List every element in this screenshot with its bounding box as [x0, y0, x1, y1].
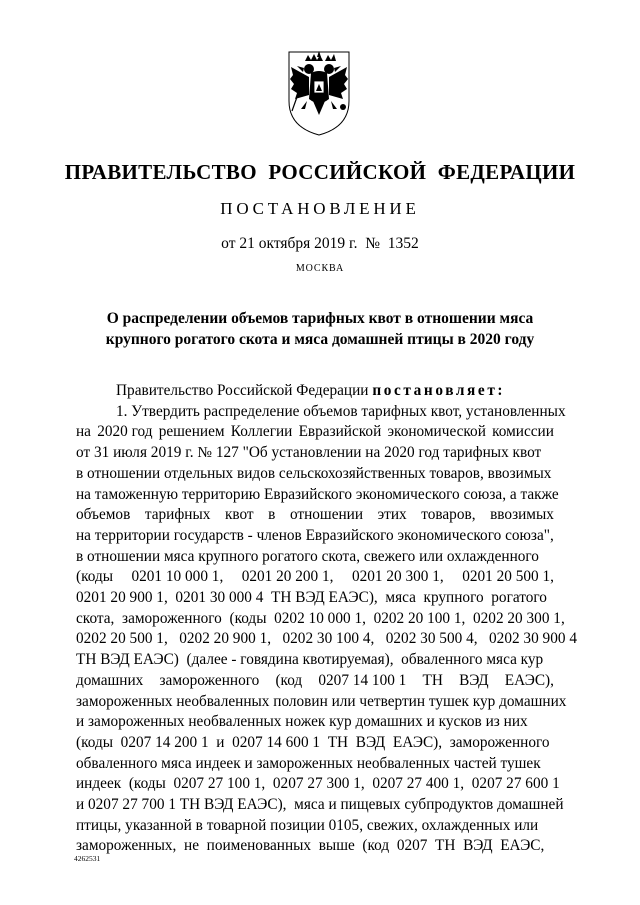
coat-of-arms-icon	[281, 49, 357, 137]
body-word: (коды 0207 14 200 1 и 0207 14 600 1 ТН ВЭД ЕАЭС), замороженного	[76, 733, 550, 751]
body-word: этих	[377, 506, 407, 524]
document-body	[76, 381, 577, 857]
body-word: товаров,	[421, 506, 476, 524]
body-word: экономической	[387, 423, 486, 441]
document-type: ПОСТАНОВЛЕНИЕ	[220, 199, 420, 218]
body-line	[76, 816, 554, 837]
body-word: от 31 июля 2019 г. № 127 "Об установлении на 2020 год тарифных квот	[76, 444, 542, 462]
body-word: на	[76, 423, 91, 441]
body-word: 0202 20 500 1, 0202 20 900 1, 0202 30 100 4, 0202 30 500 4, 0202 30 900 4	[76, 630, 577, 648]
body-line	[76, 464, 554, 485]
body-word: тарифных	[144, 506, 211, 524]
body-word: и 0207 27 700 1 ТН ВЭД ЕАЭС), мяса и пищевых субпродуктов домашней	[76, 796, 564, 814]
body-word: 0201 20 500 1,	[462, 568, 554, 586]
body-line	[76, 609, 565, 630]
body-word: (код	[275, 671, 303, 689]
body-line	[76, 774, 560, 795]
body-word: отношении	[289, 506, 364, 524]
body-line	[76, 712, 554, 733]
body-word: решением	[158, 423, 225, 441]
body-line	[76, 836, 554, 857]
body-line	[76, 547, 554, 568]
body-word: ТН	[422, 671, 443, 689]
body-word: (коды	[76, 568, 114, 586]
body-word: замороженного	[159, 671, 260, 689]
body-line	[76, 754, 554, 775]
body-word: 2020 год	[97, 423, 153, 441]
heading-line-1: О распределении объемов тарифных квот в отношении мяса	[106, 310, 534, 327]
body-line	[76, 795, 564, 816]
body-word: 0201 20 300 1,	[351, 568, 444, 586]
body-word: в отношении мяса крупного рогатого скота, свежего или охлажденного	[76, 547, 539, 565]
body-word: в	[268, 506, 276, 524]
body-word: и замороженных необваленных ножек кур домашних и кусков из них	[76, 713, 528, 731]
body-word: обваленного мяса индеек и замороженных необваленных частей тушек	[76, 754, 541, 772]
body-line	[76, 567, 554, 588]
body-word: 0207 14 100 1	[318, 671, 407, 689]
body-word: комиссии	[492, 423, 554, 441]
preamble-verb: постановляет:	[372, 382, 506, 399]
body-word: птицы, указанной в товарной позиции 0105, свежих, охлажденных или	[76, 816, 539, 834]
body-word: индеек (коды 0207 27 100 1, 0207 27 300 1, 0207 27 400 1, 0207 27 600 1	[76, 775, 560, 793]
body-line	[76, 588, 554, 609]
government-title: ПРАВИТЕЛЬСТВО РОССИЙСКОЙ ФЕДЕРАЦИИ	[64, 160, 576, 184]
body-word: Евразийской	[298, 423, 382, 441]
body-word: на таможенную территорию Евразийского экономического союза, а также	[76, 485, 559, 503]
body-line	[76, 733, 554, 754]
body-line	[76, 422, 554, 443]
preamble-text: Правительство Российской Федерации	[116, 382, 373, 399]
preamble	[76, 381, 554, 402]
body-word: ТН ВЭД ЕАЭС) (далее - говядина квотируемая), обваленного мяса кур	[76, 651, 544, 669]
city-label: МОСКВА	[295, 263, 345, 274]
body-word: Коллегии	[230, 423, 293, 441]
body-word: скота, замороженного (коды 0202 10 000 1, 0202 20 100 1, 0202 20 300 1,	[76, 609, 565, 627]
body-line	[76, 629, 577, 650]
body-word: ЕАЭС),	[504, 671, 554, 689]
body-word: 0201 10 000 1,	[131, 568, 224, 586]
body-word: замороженных, не поименованных выше (код 0207 ТН ВЭД ЕАЭС,	[76, 837, 545, 855]
heading-line-2: крупного рогатого скота и мяса домашней птицы в 2020 году	[105, 331, 535, 348]
resolution-heading	[0, 308, 640, 350]
body-word: на территории государств - членов Евразийского экономического союза",	[76, 526, 554, 544]
body-paragraph	[76, 402, 577, 857]
body-word: квот	[224, 506, 254, 524]
date-and-number: от 21 октября 2019 г. № 1352	[221, 235, 419, 252]
body-word: домашних	[76, 671, 144, 689]
body-word: ввозимых	[490, 506, 554, 524]
body-word: 0201 20 900 1, 0201 30 000 4 ТН ВЭД ЕАЭС), мяса крупного рогатого	[76, 589, 547, 607]
body-line	[76, 671, 554, 692]
body-word: замороженных необваленных половин или четвертин тушек кур домашних	[76, 692, 567, 710]
body-line	[76, 485, 559, 506]
body-word: 1. Утвердить распределение объемов тарифных квот, установленных	[116, 402, 566, 420]
body-word: в отношении отдельных видов сельскохозяйственных товаров, ввозимых	[76, 464, 552, 482]
body-line	[76, 505, 554, 526]
document-code: 4262531	[74, 854, 101, 863]
body-line	[76, 443, 554, 464]
body-line	[76, 526, 554, 547]
body-word: объемов	[76, 506, 131, 524]
body-line	[76, 650, 554, 671]
body-line	[76, 692, 567, 713]
body-line	[76, 402, 566, 423]
body-word: 0201 20 200 1,	[241, 568, 334, 586]
body-word: ВЭД	[459, 671, 489, 689]
